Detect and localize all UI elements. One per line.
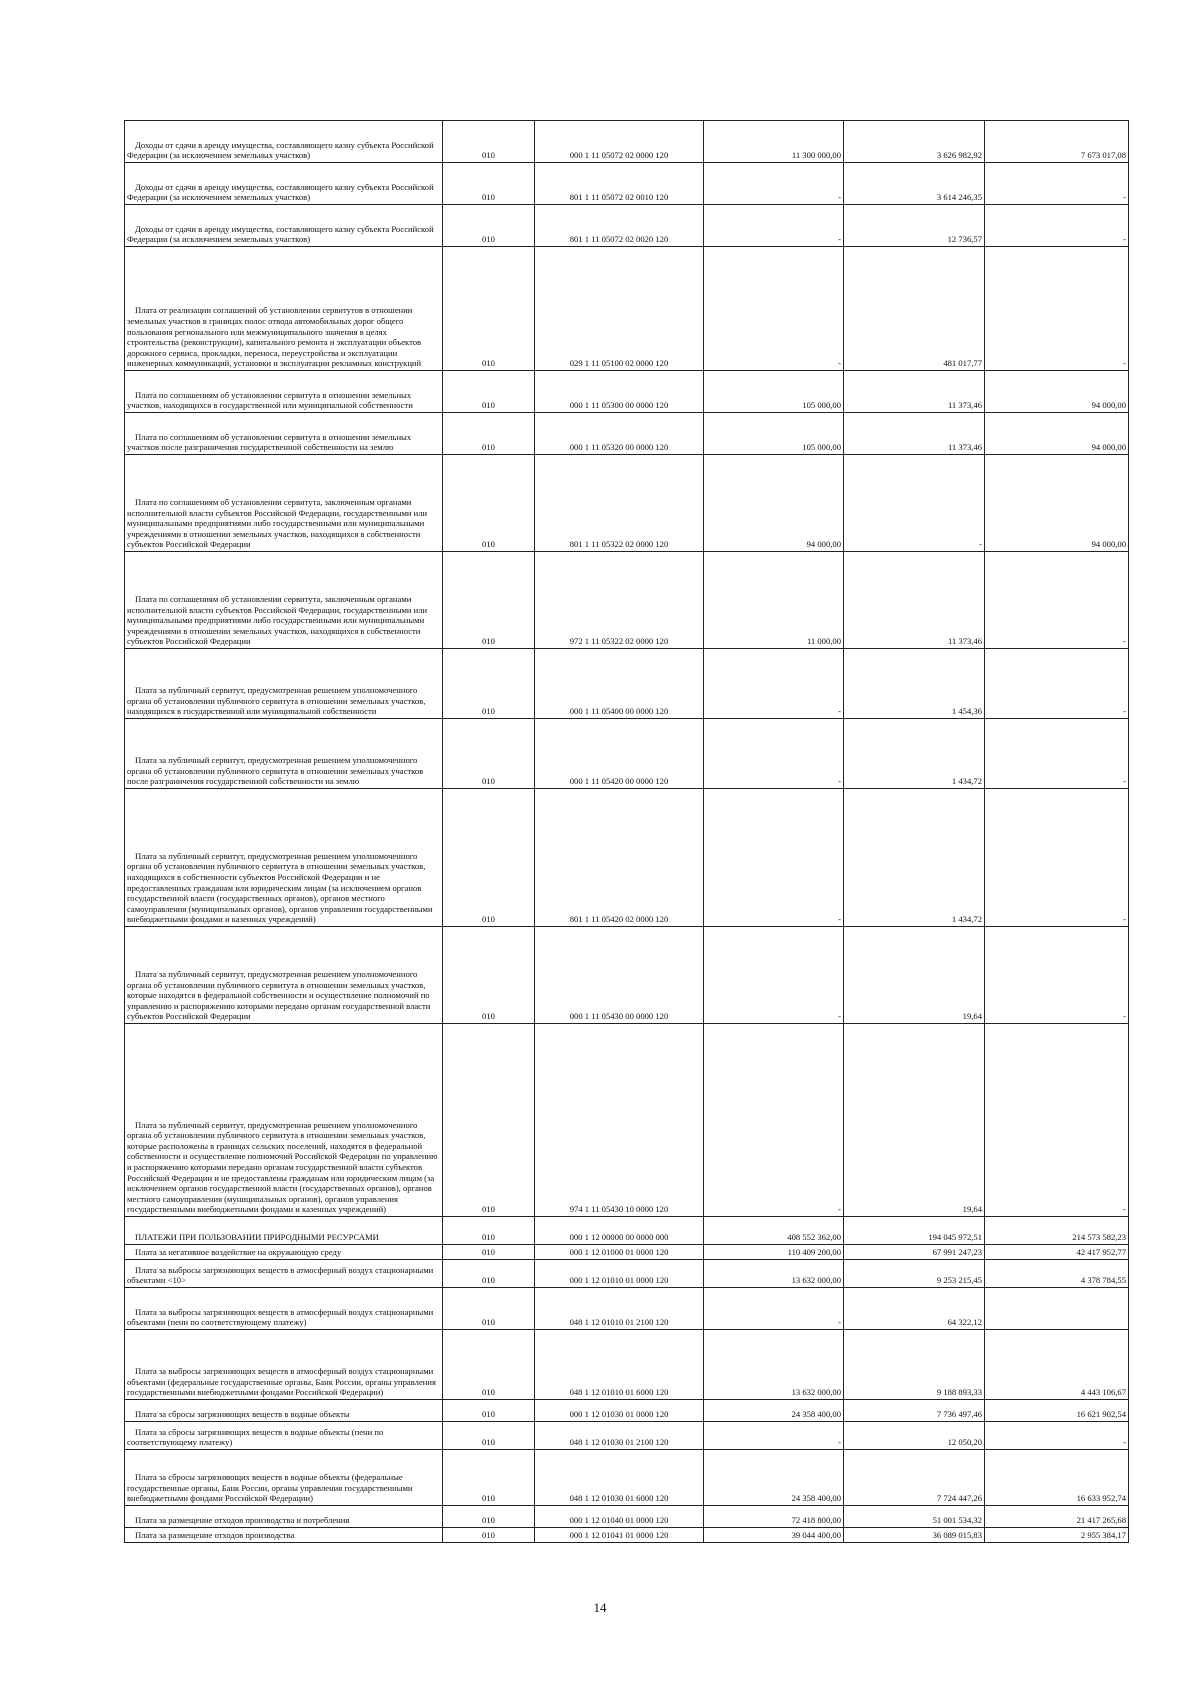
row-unexecuted: 16 621 902,54 bbox=[985, 1400, 1129, 1422]
row-budget-code: 801 1 11 05072 02 0010 120 bbox=[535, 163, 704, 205]
row-unexecuted: - bbox=[985, 552, 1129, 649]
row-line-code: 010 bbox=[443, 247, 535, 371]
row-line-code: 010 bbox=[443, 163, 535, 205]
row-line-code: 010 bbox=[443, 371, 535, 413]
row-approved: - bbox=[704, 1288, 844, 1330]
row-approved: - bbox=[704, 789, 844, 927]
row-executed: 12 736,57 bbox=[844, 205, 985, 247]
row-approved: 24 358 400,00 bbox=[704, 1450, 844, 1506]
row-executed: 3 614 246,35 bbox=[844, 163, 985, 205]
revenue-table bbox=[124, 120, 1129, 1543]
row-executed: 1 434,72 bbox=[844, 719, 985, 789]
row-line-code: 010 bbox=[443, 455, 535, 552]
row-approved: - bbox=[704, 247, 844, 371]
row-executed: 1 454,36 bbox=[844, 649, 985, 719]
row-budget-code: 000 1 12 01000 01 0000 120 bbox=[535, 1245, 704, 1260]
table-row bbox=[125, 1245, 1129, 1260]
row-budget-code: 974 1 11 05430 10 0000 120 bbox=[535, 1024, 704, 1217]
table-row bbox=[125, 205, 1129, 247]
row-approved: - bbox=[704, 1422, 844, 1450]
row-approved: 13 632 000,00 bbox=[704, 1260, 844, 1288]
row-budget-code: 000 1 11 05430 00 0000 120 bbox=[535, 927, 704, 1024]
row-budget-code: 972 1 11 05322 02 0000 120 bbox=[535, 552, 704, 649]
row-name: Плата за публичный сервитут, предусмотренная решением уполномоченного органа об установлении публичного сервитута в отношении земельных участков после разграничения государственной собственности на землю bbox=[125, 719, 443, 789]
row-unexecuted: - bbox=[985, 927, 1129, 1024]
revenue-table-body bbox=[125, 121, 1129, 1543]
table-row bbox=[125, 1450, 1129, 1506]
row-approved: 105 000,00 bbox=[704, 371, 844, 413]
row-name: Плата за сбросы загрязняющих веществ в водные объекты (пени по соответствующему платежу) bbox=[125, 1422, 443, 1450]
table-row bbox=[125, 371, 1129, 413]
row-unexecuted: - bbox=[985, 205, 1129, 247]
row-executed: 11 373,46 bbox=[844, 371, 985, 413]
row-executed: 19,64 bbox=[844, 927, 985, 1024]
row-line-code: 010 bbox=[443, 1288, 535, 1330]
table-row bbox=[125, 1528, 1129, 1543]
row-executed: 7 724 447,26 bbox=[844, 1450, 985, 1506]
table-row bbox=[125, 455, 1129, 552]
row-name: Плата за сбросы загрязняющих веществ в водные объекты (федеральные государственные органы, Банк России, органы управления государственными внебюджетными фондами Российской Федерации) bbox=[125, 1450, 443, 1506]
page-number: 14 bbox=[593, 1600, 607, 1615]
row-line-code: 010 bbox=[443, 1330, 535, 1400]
row-unexecuted: - bbox=[985, 649, 1129, 719]
row-line-code: 010 bbox=[443, 1024, 535, 1217]
row-budget-code: 000 1 12 01040 01 0000 120 bbox=[535, 1506, 704, 1528]
row-budget-code: 000 1 12 01010 01 0000 120 bbox=[535, 1260, 704, 1288]
row-unexecuted: - bbox=[985, 163, 1129, 205]
row-unexecuted: - bbox=[985, 247, 1129, 371]
row-approved: - bbox=[704, 163, 844, 205]
row-executed: 19,64 bbox=[844, 1024, 985, 1217]
table-row bbox=[125, 121, 1129, 163]
table-row bbox=[125, 1400, 1129, 1422]
row-line-code: 010 bbox=[443, 1260, 535, 1288]
row-budget-code: 801 1 11 05072 02 0020 120 bbox=[535, 205, 704, 247]
row-budget-code: 048 1 12 01010 01 2100 120 bbox=[535, 1288, 704, 1330]
table-row bbox=[125, 649, 1129, 719]
row-name: Плата по соглашениям об установлении сервитута в отношении земельных участков после разграничения государственной собственности на землю bbox=[125, 413, 443, 455]
row-approved: 105 000,00 bbox=[704, 413, 844, 455]
row-approved: 408 552 362,00 bbox=[704, 1217, 844, 1245]
row-budget-code: 000 1 12 00000 00 0000 000 bbox=[535, 1217, 704, 1245]
row-name: Плата по соглашениям об установлении сервитута, заключенным органами исполнительной власти субъектов Российской Федерации, государственными или муниципальными предприятиями либо государственными или муниципальными учреждениями в отношении земельных участков, находящихся в собственности субъектов Российской Федерации bbox=[125, 552, 443, 649]
table-row bbox=[125, 1260, 1129, 1288]
row-approved: 94 000,00 bbox=[704, 455, 844, 552]
table-row bbox=[125, 719, 1129, 789]
row-name: Плата за негативное воздействие на окружающую среду bbox=[125, 1245, 443, 1260]
row-line-code: 010 bbox=[443, 1506, 535, 1528]
row-line-code: 010 bbox=[443, 927, 535, 1024]
row-unexecuted: 214 573 582,23 bbox=[985, 1217, 1129, 1245]
table-row bbox=[125, 789, 1129, 927]
row-name: Плата по соглашениям об установлении сервитута в отношении земельных участков, находящихся в государственной или муниципальной собственности bbox=[125, 371, 443, 413]
row-unexecuted bbox=[985, 1288, 1129, 1330]
row-budget-code: 048 1 12 01010 01 6000 120 bbox=[535, 1330, 704, 1400]
table-row bbox=[125, 552, 1129, 649]
row-executed: 12 050,20 bbox=[844, 1422, 985, 1450]
row-executed: 7 736 497,46 bbox=[844, 1400, 985, 1422]
row-budget-code: 048 1 12 01030 01 2100 120 bbox=[535, 1422, 704, 1450]
row-unexecuted: 7 673 017,08 bbox=[985, 121, 1129, 163]
row-approved: 11 300 000,00 bbox=[704, 121, 844, 163]
table-row bbox=[125, 927, 1129, 1024]
table-row bbox=[125, 163, 1129, 205]
row-name: Доходы от сдачи в аренду имущества, составляющего казну субъекта Российской Федерации (за исключением земельных участков) bbox=[125, 163, 443, 205]
row-line-code: 010 bbox=[443, 1528, 535, 1543]
row-budget-code: 048 1 12 01030 01 6000 120 bbox=[535, 1450, 704, 1506]
row-name: Плата за публичный сервитут, предусмотренная решением уполномоченного органа об установлении публичного сервитута в отношении земельных участков, находящихся в собственности субъектов Российской Федерации и не предоставленных гражданам или юридическим лицам (за исключением органов государственной власти (государственных органов), органов местного самоуправления (муниципальных органов), органов управления государственными внебюджетными фондами и казенных учреждений) bbox=[125, 789, 443, 927]
row-unexecuted: - bbox=[985, 1024, 1129, 1217]
row-executed: 194 045 972,51 bbox=[844, 1217, 985, 1245]
row-unexecuted: 4 443 106,67 bbox=[985, 1330, 1129, 1400]
row-executed: 11 373,46 bbox=[844, 413, 985, 455]
row-budget-code: 000 1 12 01041 01 0000 120 bbox=[535, 1528, 704, 1543]
row-approved: 72 418 800,00 bbox=[704, 1506, 844, 1528]
row-budget-code: 000 1 11 05400 00 0000 120 bbox=[535, 649, 704, 719]
row-executed: 67 991 247,23 bbox=[844, 1245, 985, 1260]
row-unexecuted: - bbox=[985, 1422, 1129, 1450]
row-name: Плата за публичный сервитут, предусмотренная решением уполномоченного органа об установлении публичного сервитута в отношении земельных участков, находящихся в государственной или муниципальной собственности bbox=[125, 649, 443, 719]
row-line-code: 010 bbox=[443, 1400, 535, 1422]
row-executed: 51 001 534,32 bbox=[844, 1506, 985, 1528]
row-name: Плата за публичный сервитут, предусмотренная решением уполномоченного органа об установлении публичного сервитута в отношении земельных участков, которые расположены в границах сельских поселений, находятся в федеральной собственности и осуществление полномочий Российской Федерации по управлению и распоряжению которыми передано органам государственной власти субъектов Российской Федерации и не предоставлены гражданам или юридическим лицам (за исключением органов государственной власти (государственных органов), органов местного самоуправления (муниципальных органов), органов управления государственными внебюджетными фондами и казенных учреждений) bbox=[125, 1024, 443, 1217]
row-name: Доходы от сдачи в аренду имущества, составляющего казну субъекта Российской Федерации (за исключением земельных участков) bbox=[125, 121, 443, 163]
row-unexecuted: 2 955 384,17 bbox=[985, 1528, 1129, 1543]
row-line-code: 010 bbox=[443, 413, 535, 455]
row-unexecuted: 94 000,00 bbox=[985, 413, 1129, 455]
table-row bbox=[125, 1024, 1129, 1217]
row-unexecuted: - bbox=[985, 789, 1129, 927]
row-approved: 13 632 000,00 bbox=[704, 1330, 844, 1400]
row-name: ПЛАТЕЖИ ПРИ ПОЛЬЗОВАНИИ ПРИРОДНЫМИ РЕСУРСАМИ bbox=[125, 1217, 443, 1245]
row-unexecuted: 21 417 265,68 bbox=[985, 1506, 1129, 1528]
row-name: Плата по соглашениям об установлении сервитута, заключенным органами исполнительной власти субъектов Российской Федерации, государственными или муниципальными предприятиями либо государственными или муниципальными учреждениями в отношении земельных участков, находящихся в собственности субъектов Российской Федерации bbox=[125, 455, 443, 552]
row-approved: - bbox=[704, 649, 844, 719]
row-line-code: 010 bbox=[443, 1217, 535, 1245]
row-name: Плата за сбросы загрязняющих веществ в водные объекты bbox=[125, 1400, 443, 1422]
row-executed: 481 017,77 bbox=[844, 247, 985, 371]
row-unexecuted: 16 633 952,74 bbox=[985, 1450, 1129, 1506]
row-budget-code: 000 1 12 01030 01 0000 120 bbox=[535, 1400, 704, 1422]
row-name: Плата за публичный сервитут, предусмотренная решением уполномоченного органа об установлении публичного сервитута в отношении земельных участков, которые находятся в федеральной собственности и осуществление полномочий по управлению и распоряжению которыми передано органам государственной власти субъектов Российской Федерации bbox=[125, 927, 443, 1024]
row-line-code: 010 bbox=[443, 789, 535, 927]
row-budget-code: 000 1 11 05300 00 0000 120 bbox=[535, 371, 704, 413]
row-approved: - bbox=[704, 927, 844, 1024]
row-executed: 36 089 015,83 bbox=[844, 1528, 985, 1543]
row-unexecuted: 94 000,00 bbox=[985, 455, 1129, 552]
table-row bbox=[125, 247, 1129, 371]
row-name: Плата за выбросы загрязняющих веществ в атмосферный воздух стационарными объектами (пени по соответствующему платежу) bbox=[125, 1288, 443, 1330]
table-row bbox=[125, 1217, 1129, 1245]
row-budget-code: 029 1 11 05100 02 0000 120 bbox=[535, 247, 704, 371]
row-line-code: 010 bbox=[443, 1450, 535, 1506]
row-budget-code: 801 1 11 05322 02 0000 120 bbox=[535, 455, 704, 552]
row-executed: - bbox=[844, 455, 985, 552]
row-line-code: 010 bbox=[443, 719, 535, 789]
row-budget-code: 000 1 11 05072 02 0000 120 bbox=[535, 121, 704, 163]
row-executed: 64 322,12 bbox=[844, 1288, 985, 1330]
row-unexecuted: 94 000,00 bbox=[985, 371, 1129, 413]
row-executed: 9 188 893,33 bbox=[844, 1330, 985, 1400]
table-row bbox=[125, 1506, 1129, 1528]
row-name: Плата за выбросы загрязняющих веществ в атмосферный воздух стационарными объектами <10> bbox=[125, 1260, 443, 1288]
row-name: Плата за размещение отходов производства bbox=[125, 1528, 443, 1543]
row-unexecuted: 42 417 952,77 bbox=[985, 1245, 1129, 1260]
row-line-code: 010 bbox=[443, 649, 535, 719]
row-name: Плата за выбросы загрязняющих веществ в атмосферный воздух стационарными объектами (федеральные государственные органы, Банк России, органы управления государственными внебюджетными фондами Российской Федерации) bbox=[125, 1330, 443, 1400]
row-unexecuted: 4 378 784,55 bbox=[985, 1260, 1129, 1288]
row-unexecuted: - bbox=[985, 719, 1129, 789]
row-budget-code: 801 1 11 05420 02 0000 120 bbox=[535, 789, 704, 927]
row-approved: - bbox=[704, 1024, 844, 1217]
row-approved: 110 409 200,00 bbox=[704, 1245, 844, 1260]
row-line-code: 010 bbox=[443, 552, 535, 649]
row-executed: 1 434,72 bbox=[844, 789, 985, 927]
row-executed: 9 253 215,45 bbox=[844, 1260, 985, 1288]
row-line-code: 010 bbox=[443, 121, 535, 163]
row-line-code: 010 bbox=[443, 1422, 535, 1450]
row-name: Плата от реализации соглашений об установлении сервитутов в отношении земельных участков в границах полос отвода автомобильных дорог общего пользования регионального или межмуниципального значения в целях строительства (реконструкции), капитального ремонта и эксплуатации объектов дорожного сервиса, прокладки, переноса, переустройства и эксплуатации инженерных коммуникаций, установки и эксплуатации рекламных конструкций bbox=[125, 247, 443, 371]
row-approved: 11 000,00 bbox=[704, 552, 844, 649]
row-approved: 24 358 400,00 bbox=[704, 1400, 844, 1422]
table-row bbox=[125, 413, 1129, 455]
row-approved: - bbox=[704, 719, 844, 789]
table-row bbox=[125, 1422, 1129, 1450]
row-name: Доходы от сдачи в аренду имущества, составляющего казну субъекта Российской Федерации (за исключением земельных участков) bbox=[125, 205, 443, 247]
row-budget-code: 000 1 11 05320 00 0000 120 bbox=[535, 413, 704, 455]
table-row bbox=[125, 1288, 1129, 1330]
row-budget-code: 000 1 11 05420 00 0000 120 bbox=[535, 719, 704, 789]
row-line-code: 010 bbox=[443, 1245, 535, 1260]
row-executed: 3 626 982,92 bbox=[844, 121, 985, 163]
row-approved: 39 044 400,00 bbox=[704, 1528, 844, 1543]
table-row bbox=[125, 1330, 1129, 1400]
row-executed: 11 373,46 bbox=[844, 552, 985, 649]
row-name: Плата за размещение отходов производства и потребления bbox=[125, 1506, 443, 1528]
row-line-code: 010 bbox=[443, 205, 535, 247]
row-approved: - bbox=[704, 205, 844, 247]
